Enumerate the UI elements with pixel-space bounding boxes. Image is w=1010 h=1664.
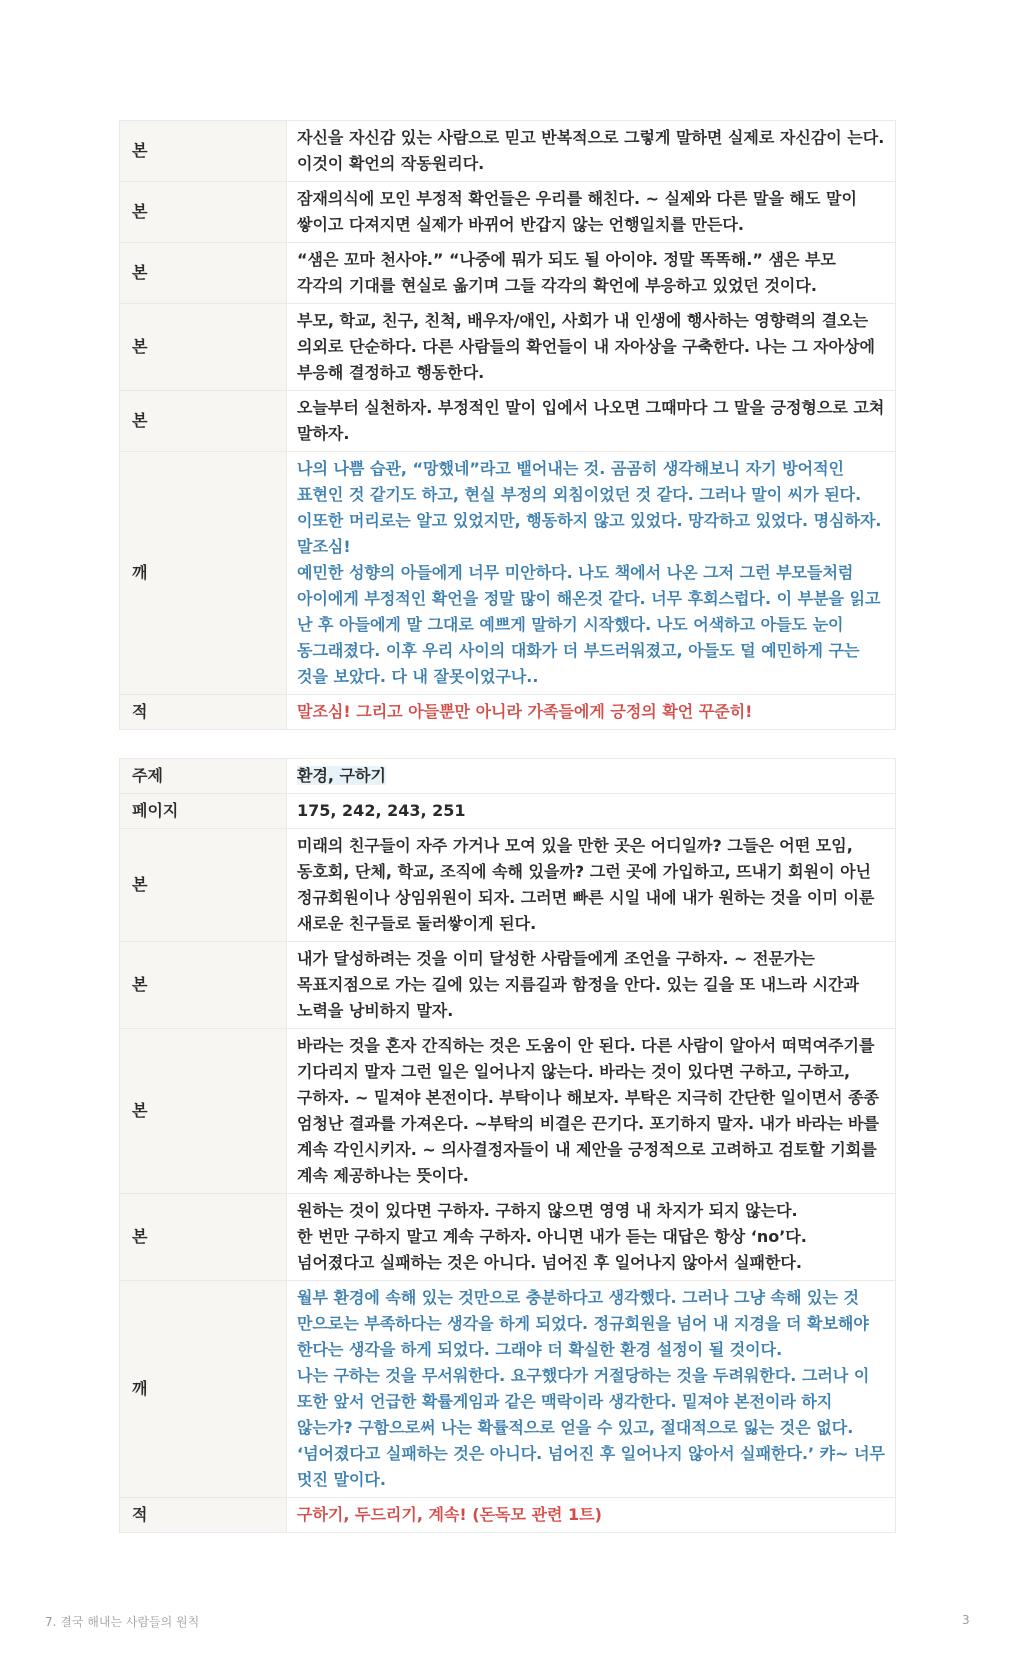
topic-text: 환경, 구하기 (297, 766, 386, 785)
content-line: 바라는 것을 혼자 간직하는 것은 도움이 안 된다. 다른 사람이 알아서 떠먹여주기를 기다리지 말자 그런 일은 일어나지 않는다. 바라는 것이 있다면 구하고, 구하고, 구하자. ~ 밑져야 본전이다. 부탁이나 해보자. 부탁은 지극히 간단한 일이면서 종종 엄청난 결과를 가져온다. ~부탁의 비결은 끈기다. 포기하지 말자. 내가 바라는 바를 계속 각인시키자. ~ 의사결정자들이 내 제안을 긍정적으로 고려하고 검토할 기회를 계속 제공하나는 뜻이다. (297, 1036, 879, 1185)
reading-notes-table-1 (119, 120, 896, 730)
row-content (287, 829, 896, 942)
table-row (120, 304, 896, 391)
row-label: 본 (120, 829, 287, 942)
table-row (120, 695, 896, 730)
reading-notes-table-2 (119, 758, 896, 1533)
content-line: 구하기, 두드리기, 계속! (돈독모 관련 1트) (297, 1505, 602, 1524)
row-content (287, 391, 896, 452)
row-content (287, 942, 896, 1029)
row-content-reflection (287, 452, 896, 695)
content-line: 원하는 것이 있다면 구하자. 구하지 않으면 영영 내 차지가 되지 않는다. (297, 1201, 798, 1220)
row-label: 본 (120, 304, 287, 391)
footer-chapter-title: 7. 결국 해내는 사람들의 원칙 (45, 1615, 200, 1629)
table-row (120, 794, 896, 829)
row-label: 본 (120, 1029, 287, 1194)
content-line: 175, 242, 243, 251 (297, 801, 466, 820)
table-row (120, 759, 896, 794)
content-line: 나는 구하는 것을 무서워한다. 요구했다가 거절당하는 것을 두려워한다. 그러나 이 또한 앞서 언급한 확률게임과 같은 맥락이라 생각한다. 밑져야 본전이라 하지 않는가? 구함으로써 나는 확률적으로 얻을 수 있고, 절대적으로 잃는 것은 없다. ‘넘어졌다고 실패하는 것은 아니다. 넘어진 후 일어나지 않아서 실패한다.’ 캬~ 너무 멋진 말이다. (297, 1366, 886, 1489)
content-line: 부모, 학교, 친구, 친척, 배우자/애인, 사회가 내 인생에 행사하는 영향력의 결오는 의외로 단순하다. 다른 사람들의 확언들이 내 자아상을 구축한다. 나는 그 자아상에 부응해 결정하고 행동한다. (297, 311, 875, 382)
content-line: 말조심! 그리고 아들뿐만 아니라 가족들에게 긍정의 확언 꾸준히! (297, 702, 753, 721)
table-row (120, 1498, 896, 1533)
row-content (287, 182, 896, 243)
table-row (120, 1281, 896, 1498)
row-content (287, 1029, 896, 1194)
table-row (120, 452, 896, 695)
row-label: 본 (120, 1194, 287, 1281)
content-line: 내가 달성하려는 것을 이미 달성한 사람들에게 조언을 구하자. ~ 전문가는 목표지점으로 가는 길에 있는 지름길과 함정을 안다. 있는 길을 또 내느라 시간과 노력을 낭비하지 말자. (297, 949, 859, 1020)
content-line: 월부 환경에 속해 있는 것만으로 충분하다고 생각했다. 그러나 그냥 속해 있는 것 만으로는 부족하다는 생각을 하게 되었다. 정규회원을 넘어 내 지경을 더 확보해야 한다는 생각을 하게 되었다. 그래야 더 확실한 환경 설정이 될 것이다. (297, 1288, 869, 1359)
row-label: 주제 (120, 759, 287, 794)
content-line: 나의 나쁨 습관, “망했네”라고 뱉어내는 것. 곰곰히 생각해보니 자기 방어적인 표현인 것 같기도 하고, 현실 부정의 외침이었던 것 같다. 그러나 말이 씨가 된다. 이또한 머리로는 알고 있었지만, 행동하지 않고 있었다. 망각하고 있었다. 명심하자. 말조심! (297, 459, 882, 556)
row-content (287, 121, 896, 182)
content-line: 잠재의식에 모인 부정적 확언들은 우리를 해친다. ~ 실제와 다른 말을 해도 말이 쌓이고 다져지면 실제가 바뀌어 반갑지 않는 언행일치를 만든다. (297, 189, 857, 234)
content-line: “샘은 꼬마 천사야.” “나중에 뭐가 되도 될 아이야. 정말 똑똑해.” 샘은 부모 각각의 기대를 현실로 옮기며 그들 각각의 확언에 부응하고 있었던 것이다. (297, 250, 836, 295)
row-label: 본 (120, 182, 287, 243)
row-label: 페이지 (120, 794, 287, 829)
table-row (120, 182, 896, 243)
content-line: 오늘부터 실천하자. 부정적인 말이 입에서 나오면 그때마다 그 말을 긍정형으로 고쳐 말하자. (297, 398, 885, 443)
row-label: 적 (120, 1498, 287, 1533)
table-row (120, 243, 896, 304)
content-line: 자신을 자신감 있는 사람으로 믿고 반복적으로 그렇게 말하면 실제로 자신감이 는다. 이것이 확언의 작동원리다. (297, 128, 885, 173)
table-row (120, 942, 896, 1029)
row-content (287, 243, 896, 304)
content-line: 넘어졌다고 실패하는 것은 아니다. 넘어진 후 일어나지 않아서 실패한다. (297, 1253, 802, 1272)
content-line: 예민한 성향의 아들에게 너무 미안하다. 나도 책에서 나온 그저 그런 부모들처럼 아이에게 부정적인 확언을 정말 많이 해온것 같다. 너무 후회스럽다. 이 부분을 읽고 난 후 아들에게 말 그대로 예쁘게 말하기 시작했다. 나도 어색하고 아들도 눈이 동그래졌다. 이후 우리 사이의 대화가 더 부드러워졌고, 아들도 덜 예민하게 구는 것을 보았다. 다 내 잘못이었구나.. (297, 563, 881, 686)
row-content-pages (287, 794, 896, 829)
row-label: 본 (120, 391, 287, 452)
row-content (287, 304, 896, 391)
row-label: 적 (120, 695, 287, 730)
content-line: 미래의 친구들이 자주 가거나 모여 있을 만한 곳은 어디일까? 그들은 어떤 모임, 동호회, 단체, 학교, 조직에 속해 있을까? 그런 곳에 가입하고, 뜨내기 회원이 아닌 정규회원이나 상임위원이 되자. 그러면 빠른 시일 내에 내가 원하는 것을 이미 이룬 새로운 친구들로 둘러쌓이게 된다. (297, 836, 875, 933)
table-row (120, 829, 896, 942)
table-row (120, 1029, 896, 1194)
table-row (120, 391, 896, 452)
row-content-topic (287, 759, 896, 794)
row-label: 본 (120, 942, 287, 1029)
row-content-action (287, 695, 896, 730)
row-content-action (287, 1498, 896, 1533)
row-label: 깨 (120, 452, 287, 695)
content-line: 한 번만 구하지 말고 계속 구하자. 아니면 내가 듣는 대답은 항상 ‘no’다. (297, 1227, 807, 1246)
row-content (287, 1194, 896, 1281)
row-content-reflection (287, 1281, 896, 1498)
row-label: 깨 (120, 1281, 287, 1498)
table-row (120, 1194, 896, 1281)
footer-page-number: 3 (962, 1613, 970, 1627)
row-label: 본 (120, 243, 287, 304)
row-label: 본 (120, 121, 287, 182)
table-row (120, 121, 896, 182)
